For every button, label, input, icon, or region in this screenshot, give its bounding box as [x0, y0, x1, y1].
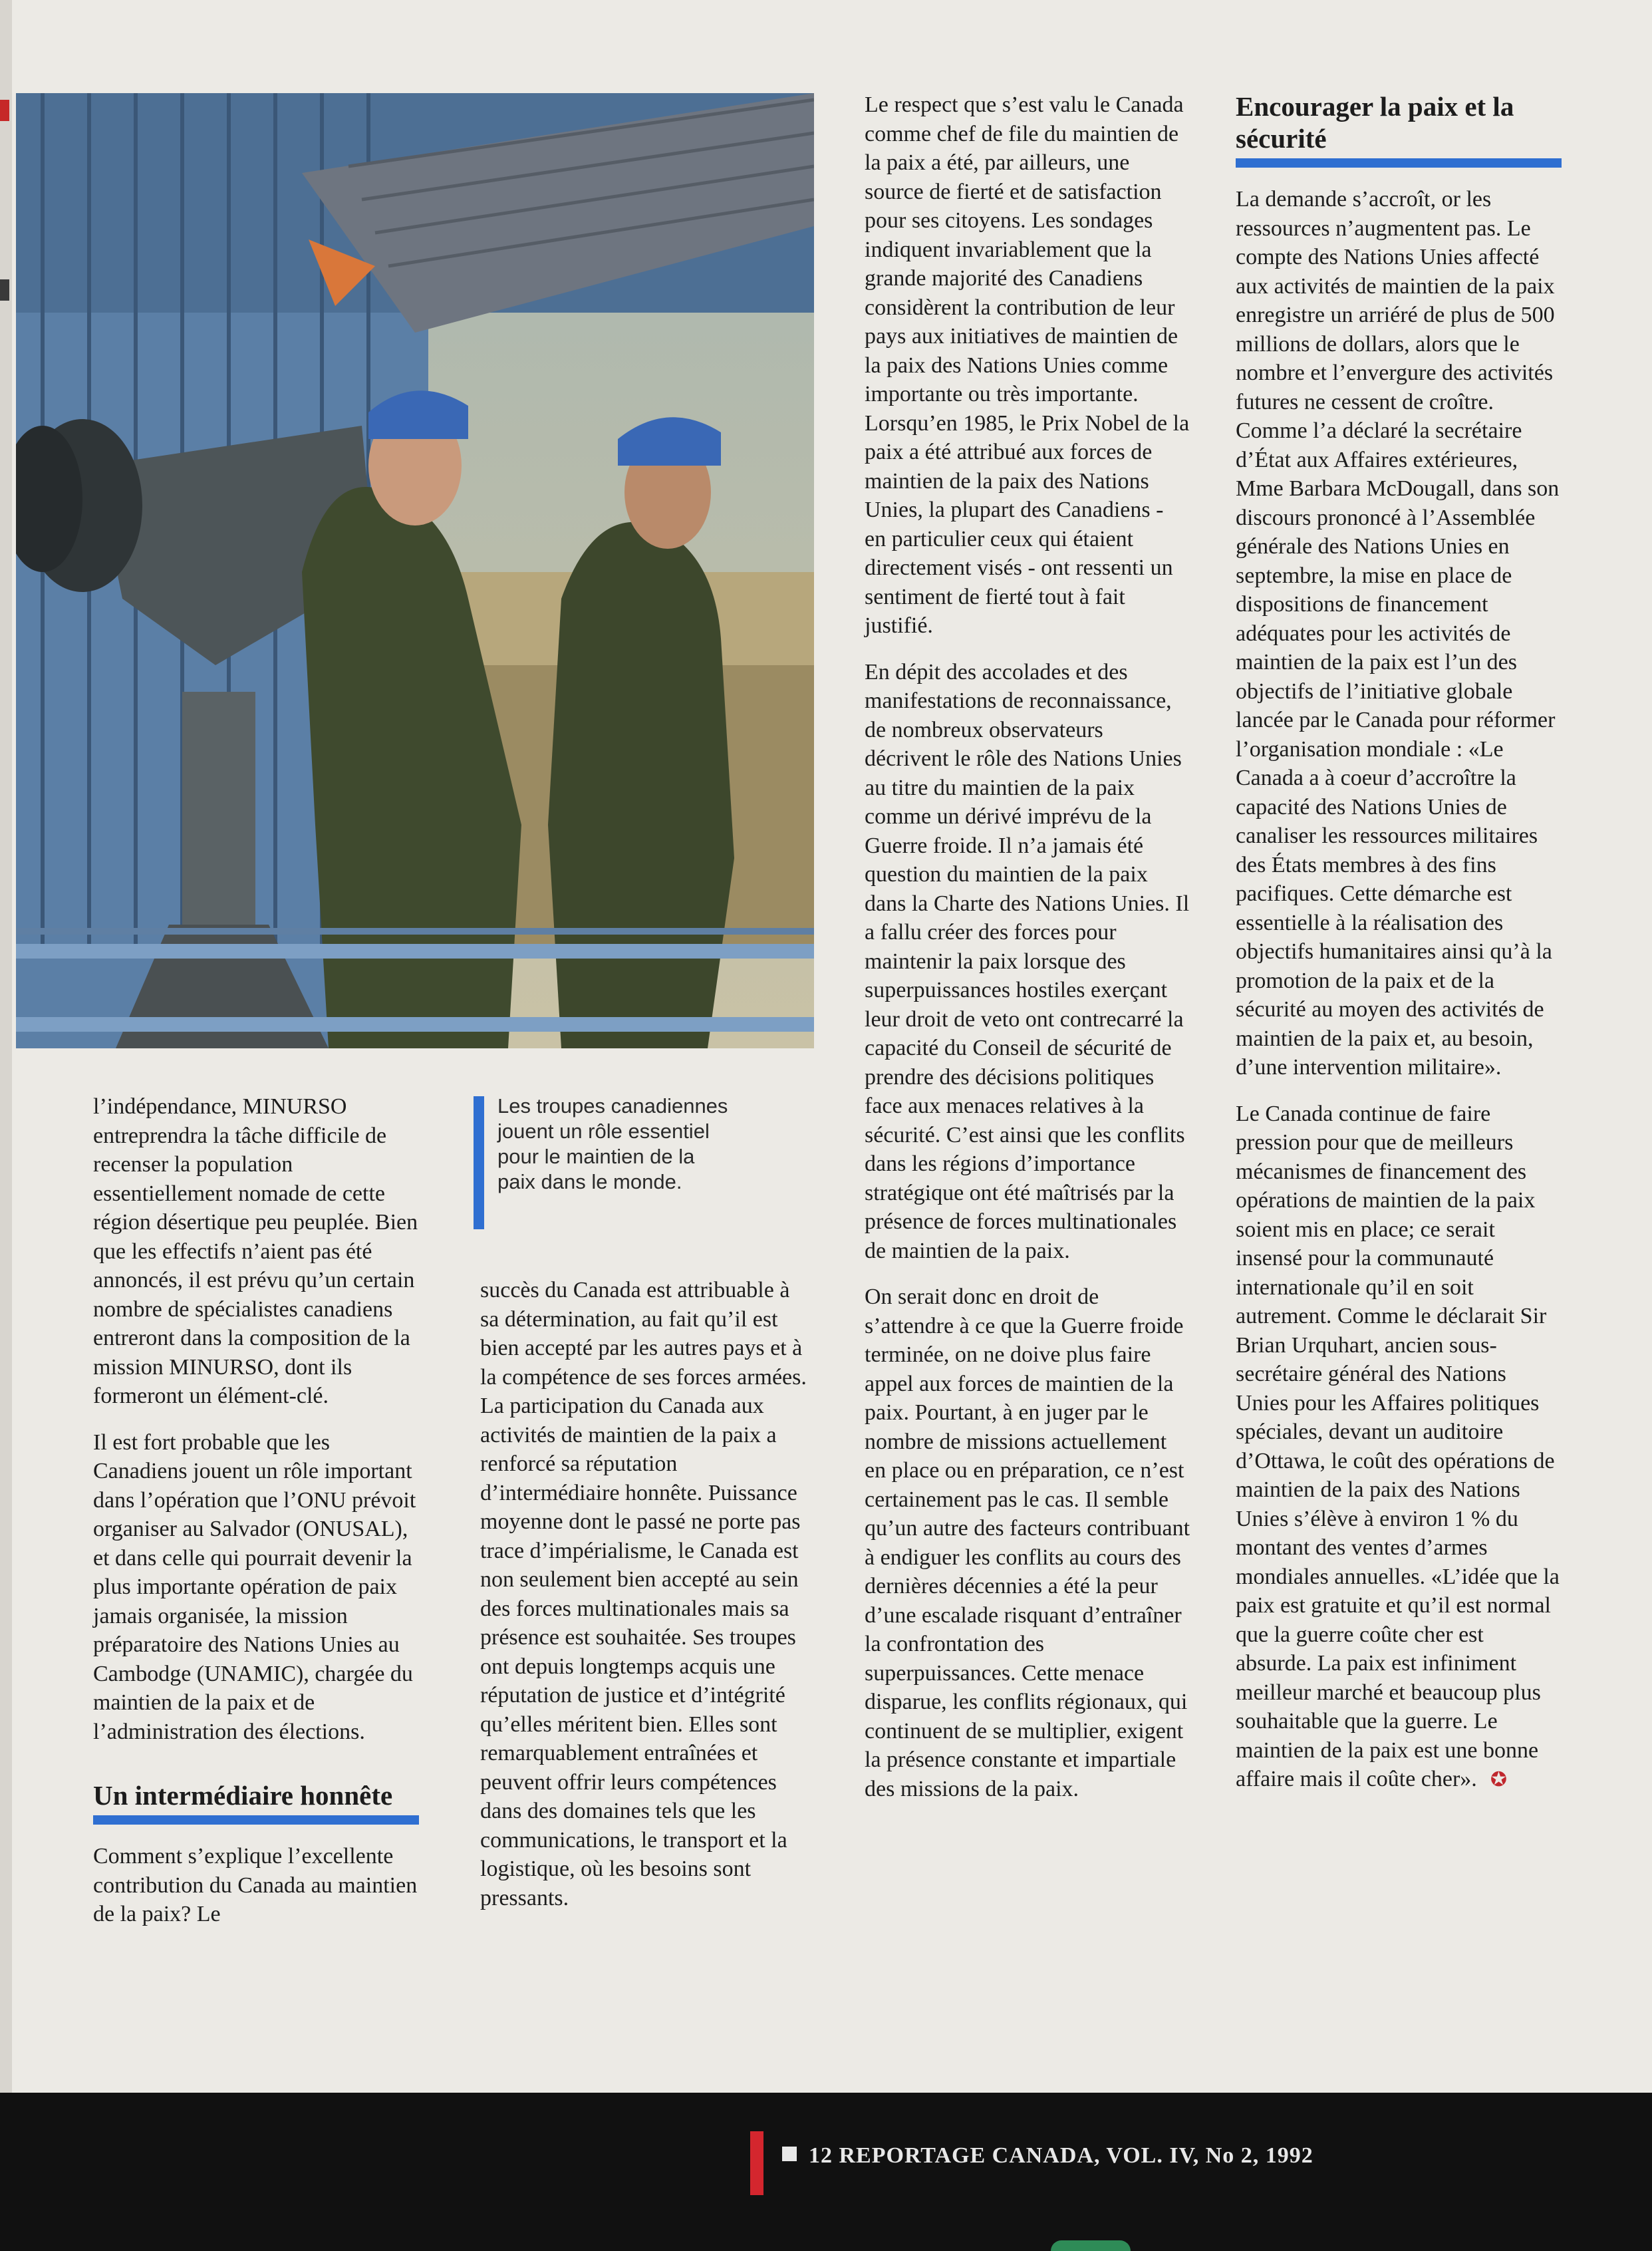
- footer-band: [0, 2093, 1652, 2251]
- section-heading: Encourager la paix et la sécurité: [1236, 91, 1514, 154]
- paragraph: La demande s’accroît, or les ressources n’augmentent pas. Le compte des Nations Unies affecté aux activités de maintien de la paix enregistre un arriéré de plus de 500 millions de dollars, alors que le nombre et l’envergure des activités futures ne cessent de croître. Comme l’a déclaré la secrétaire d’État aux Affaires extérieures, Mme Barbara McDougall, dans son discours prononcé à l’Assemblée générale des Nations Unies en septembre, la mise en place de dispositions de financement adéquates pour les activités de maintien de la paix est l’un des objectifs de l’initiative globale lancée par le Canada pour réformer l’organisation mondiale : «Le Canada a à coeur d’accroître la capacité des Nations Unies de canaliser les ressources militaires des États membres à des fins pacifiques. Cette démarche est essentielle à la réalisation des objectifs humanitaires ainsi qu’à la promotion de la paix et de la sécurité au moyen des activités de maintien de la paix et, au besoin, d’une intervention militaire».: [1236, 187, 1560, 1080]
- heading-rule: [93, 1815, 419, 1825]
- pull-quote: [474, 1094, 737, 1195]
- column-4: [1236, 90, 1562, 1812]
- folio-text: 12 REPORTAGE CANADA, VOL. IV, No 2, 1992: [809, 2143, 1313, 2168]
- section-heading: Un intermédiaire honnête: [93, 1780, 393, 1811]
- binding-mark: [0, 100, 9, 121]
- paragraph: [1236, 1100, 1562, 1795]
- paragraph: On serait donc en droit de s’attendre à ce que la Guerre froide terminée, on ne doive plus faire appel aux forces de maintien de la paix. Pourtant, à en juger par le nombre de missions actuellement en place ou en préparation, ce n’est certainement pas le cas. Il semble qu’un autre des facteurs contribuant à endiguer les conflits au cours des dernières décennies a été la peur d’une escalade risquant d’entraîner la confrontation des superpuissances. Cette menace disparue, les conflits régionaux, qui continuent de se multiplier, exigent la présence constante et impartiale des missions de la paix.: [865, 1284, 1190, 1801]
- folio: [782, 2143, 1313, 2169]
- square-bullet-icon: [782, 2147, 797, 2161]
- paragraph: En dépit des accolades et des manifestations de reconnaissance, de nombreux observateurs décrivent le rôle des Nations Unies au titre du maintien de la paix comme un dérivé imprévu de la Guerre froide. Il n’a jamais été question du maintien de la paix dans la Charte des Nations Unies. Il a fallu créer des forces pour maintenir la paix lorsque des superpuissances hostiles exerçant leur droit de veto ont contrecarré la capacité du Conseil de sécurité de prendre des décisions politiques face aux menaces relatives à la sécurité. C’est ainsi que les conflits dans les régions d’importance stratégique ont été maîtrisés par la présence de forces multinationales de maintien de la paix.: [865, 659, 1190, 1263]
- footer-green-shape: [1051, 2240, 1131, 2251]
- peacekeepers-photo: [16, 93, 814, 1048]
- pull-quote-text: Les troupes canadiennes jouent un rôle essentiel pour le maintien de la paix dans le monde.: [497, 1094, 728, 1193]
- paragraph: l’indépendance, MINURSO entreprendra la tâche difficile de recenser la population essentiellement nomade de cette région désertique peu peuplée. Bien que les effectifs n’aient pas été annoncés, il est prévu qu’un certain nombre de spécialistes canadiens entreront dans la composition de la mission MINURSO, dont ils formeront un élément-clé.: [93, 1094, 418, 1408]
- heading-rule: [1236, 158, 1562, 168]
- column-3: [865, 90, 1190, 1821]
- pull-quote-bar: [474, 1096, 484, 1229]
- maple-leaf-icon: ✪: [1490, 1769, 1507, 1791]
- paragraph: Le respect que s’est valu le Canada comme chef de file du maintien de la paix a été, par ailleurs, une source de fierté et de satisfaction pour ses citoyens. Les sondages indiquent invariablement que la grande majorité des Canadiens considèrent la contribution de leur pays aux initiatives de maintien de la paix des Nations Unies comme importante ou très importante. Lorsqu’en 1985, le Prix Nobel de la paix a été attribué aux forces de maintien de la paix des Nations Unies, la plupart des Canadiens - en particulier ceux qui étaient directement visés - ont ressenti un sentiment de fierté tout à fait justifié.: [865, 92, 1190, 638]
- column-1: [93, 1092, 419, 1946]
- binding-edge: [0, 0, 12, 2095]
- paragraph: Il est fort probable que les Canadiens jouent un rôle important dans l’opération que l’ONU prévoit organiser au Salvador (ONUSAL), et dans celle qui pourrait devenir la plus importante opération de paix jamais organisée, la mission préparatoire des Nations Unies au Cambodge (UNAMIC), chargée du maintien de la paix et de l’administration des élections.: [93, 1429, 416, 1744]
- paragraph: succès du Canada est attribuable à sa détermination, au fait qu’il est bien accepté par les autres pays et à la compétence de ses forces armées. La participation du Canada aux activités de maintien de la paix a renforcé sa réputation d’intermédiaire honnête. Puissance moyenne dont le passé ne porte pas trace d’impérialisme, le Canada est non seulement bien accepté au sein des forces multinationales mais sa présence est souhaitée. Ses troupes ont depuis longtemps acquis une réputation de justice et d’intégrité qu’elles méritent bien. Elles sont remarquablement entraînées et peuvent offrir leurs compétences dans des domaines tels que les communications, le transport et la logistique, où les besoins sont pressants.: [480, 1278, 807, 1910]
- paragraph: Comment s’explique l’excellente contribution du Canada au maintien de la paix? Le: [93, 1844, 418, 1926]
- column-2: [480, 1276, 813, 1930]
- paragraph-text: Le Canada continue de faire pression pour que de meilleurs mécanismes de financement des opérations de maintien de la paix soient mis en place; ce serait insensé pour la communauté internationale qu’il en soit autrement. Comme le déclarait Sir Brian Urquhart, ancien sous-secrétaire général des Nations Unies pour les Affaires politiques spéciales, devant un auditoire d’Ottawa, le coût des opérations de maintien de la paix des Nations Unies s’élève à environ 1 % du montant des ventes d’armes mondiales annuelles. «L’idée que la paix est gratuite et qu’il est normal que la guerre coûte cher est absurde. La paix est infiniment meilleur marché et beaucoup plus souhaitable que la guerre. Le maintien de la paix est une bonne affaire mais il coûte cher».: [1236, 1101, 1560, 1791]
- binding-mark: [0, 279, 9, 301]
- footer-red-tab: [750, 2131, 763, 2195]
